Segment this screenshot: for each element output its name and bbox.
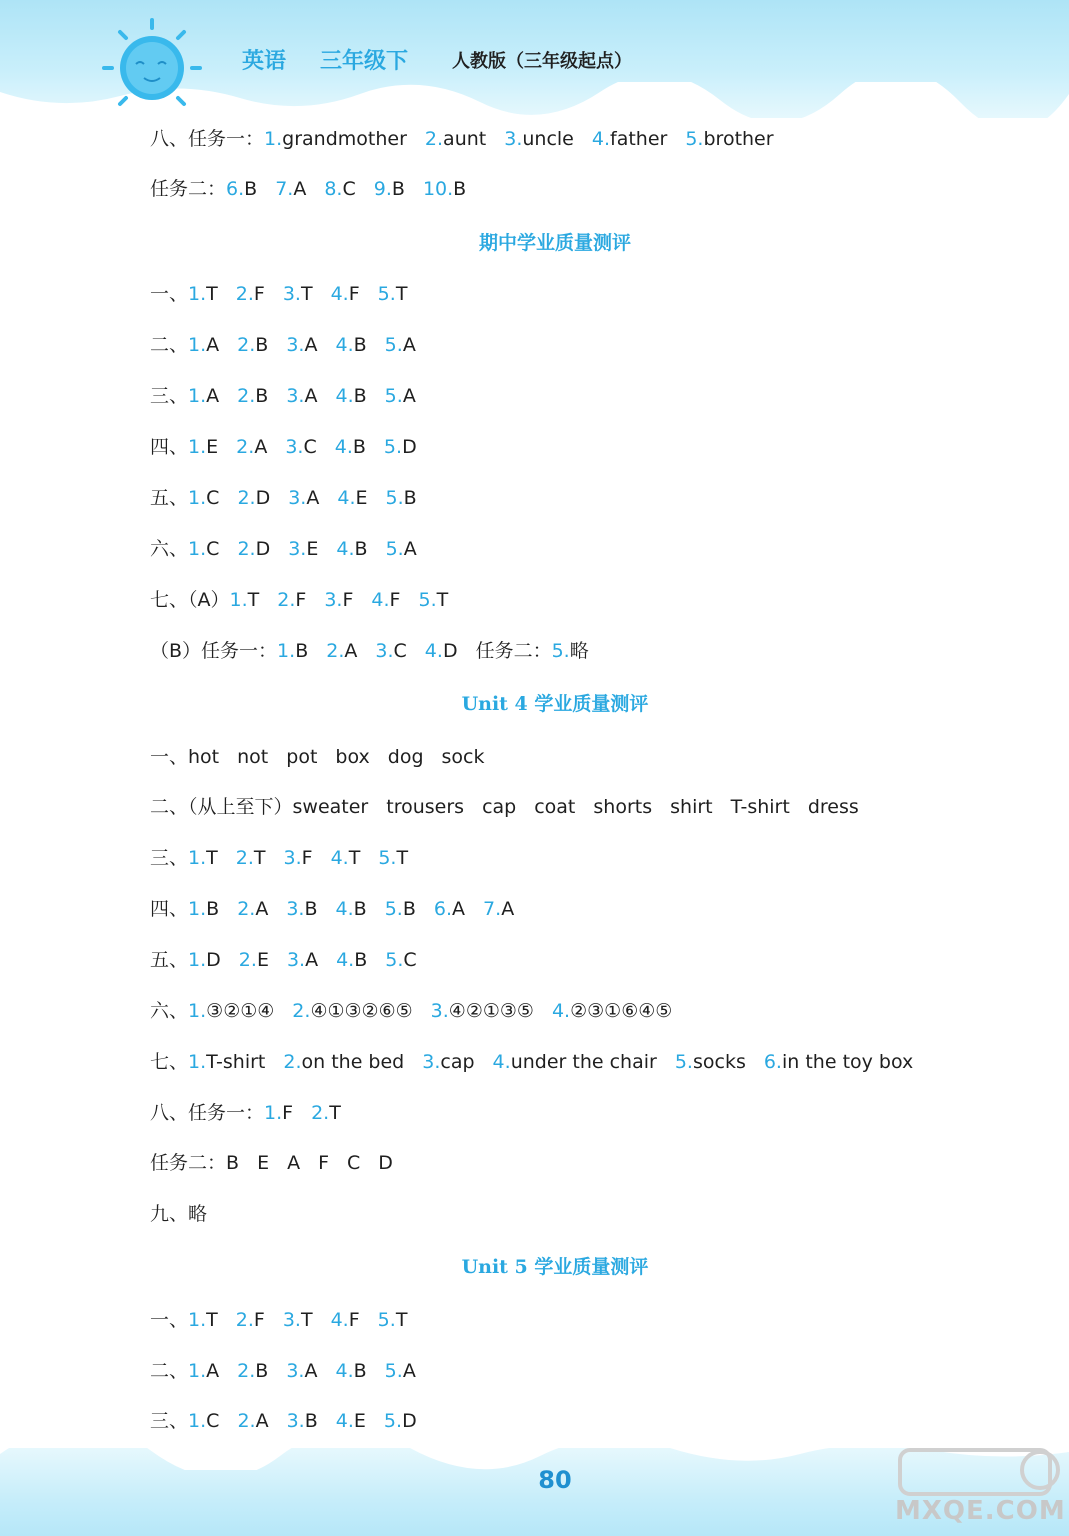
item-answer: T-shirt [730,796,790,818]
page-number: 80 [538,1466,572,1494]
item-answer: T [348,847,361,869]
item-number: 5. [384,1360,403,1382]
item-number: 1. [188,847,207,869]
item-number: 4. [371,589,390,611]
item-number: 4. [424,640,443,662]
item-number: 4. [330,847,349,869]
answer-line [150,585,466,615]
item-number: 10. [422,178,454,200]
item-number: 4. [334,436,353,458]
item-answer: cap [482,796,517,818]
subject-label: 英语 [242,49,287,74]
item-answer: F [348,283,360,305]
item-answer: on the bed [301,1051,405,1073]
question-label: 三、 [150,385,189,407]
item-number: 2. [235,847,254,869]
item-answer: F [389,589,401,611]
item-answer: E [306,538,319,560]
item-number: 2. [283,1051,302,1073]
item-answer: A [255,898,269,920]
item-answer: T [395,283,408,305]
section-title-unit: Unit 4 [461,693,528,715]
item-answer: uncle [522,128,574,150]
item-number: 2. [235,283,254,305]
item-number: 2. [311,1102,330,1124]
section-title-text: 学业质量测评 [534,693,649,715]
item-number: 5. [377,283,396,305]
item-number: 4. [335,1410,354,1432]
answer-line [150,1406,435,1436]
item-answer: shorts [593,796,653,818]
item-number: 2. [237,385,256,407]
item-answer: D [378,1152,393,1174]
item-number: 5. [551,640,570,662]
question-label: 二、 [150,1360,189,1382]
item-answer: T [329,1102,341,1124]
section-title [150,228,960,255]
item-answer: dress [807,796,859,818]
item-number: 7. [275,178,294,200]
item-answer: T [395,1309,408,1331]
question-label: 一、 [150,1309,189,1331]
item-answer: A [344,640,358,662]
item-answer: B [255,1360,269,1382]
item-answer: box [335,746,370,768]
answer-line [150,1199,207,1229]
item-number: 4. [330,283,349,305]
answer-line [150,894,532,924]
item-number: 5. [384,334,403,356]
item-answer: ④②①③⑤ [448,1000,534,1022]
item-answer: A [304,385,318,407]
answer-line [150,1098,359,1128]
item-number: 1. [264,1102,283,1124]
item-answer: B [402,898,416,920]
item-answer: A [305,949,319,971]
page-header [0,0,1069,118]
item-number: 3. [375,640,394,662]
item-answer: A [293,178,307,200]
item-number: 4. [335,334,354,356]
item-answer: D [402,1410,417,1432]
item-answer: A [501,898,515,920]
item-answer: T [206,283,218,305]
item-answer: socks [692,1051,746,1073]
item-answer: coat [534,796,576,818]
item-answer: not [237,746,269,768]
item-number: 3. [286,1360,305,1382]
item-number: 3. [286,385,305,407]
question-label: 四、 [150,898,189,920]
item-answer: aunt [443,128,487,150]
item-number: 3. [282,1309,301,1331]
item-answer: A [402,385,416,407]
item-number: 1. [277,640,296,662]
item-number: 1. [188,1309,207,1331]
item-number: 2. [292,1000,311,1022]
item-number: 5. [685,128,704,150]
item-number: 2. [237,898,256,920]
item-number: 3. [283,847,302,869]
item-answer: cap [440,1051,475,1073]
question-label: 五、 [150,949,189,971]
item-answer: father [610,128,668,150]
item-answer: E [206,436,219,458]
item-answer: A [403,538,417,560]
question-label: 七、 [150,1051,189,1073]
item-number: 1. [188,1360,207,1382]
item-answer: B [354,949,368,971]
answer-line [150,124,792,154]
item-number: 3. [282,283,301,305]
item-answer: sweater [292,796,369,818]
item-answer: C [303,436,317,458]
item-number: 4. [335,898,354,920]
question-label: 四、 [150,436,189,458]
question-label: 七、（A） [150,589,230,611]
item-answer: 略 [569,640,589,662]
item-number: 4. [337,487,356,509]
question-label: 二、 [150,334,189,356]
item-answer: B [354,538,368,560]
section-title-text: 学业质量测评 [534,1256,649,1278]
item-number: 2. [235,1309,254,1331]
item-number: 3. [286,898,305,920]
answer-line [150,432,435,462]
item-number: 5. [385,949,404,971]
answer-line [150,996,690,1026]
item-answer: B [255,385,269,407]
item-answer: A [206,385,220,407]
item-number: 1. [188,1000,207,1022]
item-answer: F [253,283,265,305]
item-answer: T [300,1309,313,1331]
question-label: 任务二： [475,640,552,662]
item-answer: T-shirt [206,1051,266,1073]
item-answer: T [206,847,218,869]
item-answer: B [353,334,367,356]
item-answer: A [287,1152,301,1174]
answer-line [150,636,607,666]
item-number: 1. [229,589,248,611]
item-number: 2. [237,334,256,356]
item-number: 1. [188,436,207,458]
item-number: 5. [385,487,404,509]
item-number: 3. [324,589,343,611]
question-label: 八、任务一： [150,128,265,150]
grade-label: 三年级下 [320,49,409,74]
item-number: 5. [378,847,397,869]
item-answer: D [402,436,417,458]
item-number: 1. [264,128,283,150]
item-number: 1. [188,949,207,971]
item-number: 1. [188,283,207,305]
item-number: 5. [385,538,404,560]
question-label: 九、略 [150,1203,208,1225]
item-answer: C [347,1152,361,1174]
item-answer: F [301,847,313,869]
item-number: 1. [188,1410,207,1432]
answer-line [150,381,434,411]
question-label: 任务二： [150,1152,227,1174]
item-answer: ③②①④ [206,1000,275,1022]
item-answer: B [226,1152,240,1174]
question-label: 三、 [150,1410,189,1432]
item-answer: E [256,949,269,971]
item-number: 1. [188,487,207,509]
item-number: 4. [551,1000,571,1022]
item-number: 2. [237,487,256,509]
item-answer: hot [188,746,220,768]
question-label: 六、 [150,538,189,560]
item-answer: T [253,847,266,869]
item-answer: dog [387,746,424,768]
item-answer: ④①③②⑥⑤ [310,1000,413,1022]
item-answer: under the chair [510,1051,657,1073]
answer-line [150,843,426,873]
item-answer: A [452,898,466,920]
item-answer: in the toy box [781,1051,914,1073]
answer-line [150,483,435,513]
answer-line [150,1047,931,1077]
item-answer: C [342,178,356,200]
item-answer: F [282,1102,294,1124]
item-number: 4. [335,385,354,407]
watermark-text: MXQE.COM [895,1496,1066,1526]
item-number: 3. [504,128,523,150]
item-answer: B [255,334,269,356]
item-answer: A [304,1360,318,1382]
question-label: 一、 [150,283,189,305]
item-number: 2. [326,640,345,662]
item-number: 6. [763,1051,782,1073]
item-number: 3. [288,538,307,560]
item-answer: B [295,640,309,662]
section-title [150,1252,960,1279]
item-answer: T [436,589,449,611]
item-number: 1. [188,385,207,407]
item-answer: F [253,1309,265,1331]
item-number: 1. [188,898,207,920]
item-number: 5. [384,385,403,407]
item-answer: D [206,949,221,971]
item-number: 1. [188,1051,207,1073]
answer-line [150,742,503,772]
item-number: 5. [377,1309,396,1331]
item-answer: D [442,640,458,662]
item-answer: A [206,334,220,356]
item-answer: F [318,1152,330,1174]
item-answer: T [300,283,313,305]
answer-line [150,330,434,360]
item-answer: shirt [670,796,713,818]
item-answer: B [353,385,367,407]
item-number: 3. [286,334,305,356]
item-answer: D [255,487,271,509]
item-answer: ②③①⑥④⑤ [570,1000,673,1022]
item-answer: B [304,1410,318,1432]
item-answer: brother [703,128,774,150]
item-number: 4. [330,1309,349,1331]
answer-line [150,279,425,309]
item-answer: F [295,589,307,611]
item-number: 1. [188,334,207,356]
item-number: 8. [324,178,343,200]
item-answer: T [206,1309,218,1331]
item-number: 2. [424,128,444,150]
item-number: 5. [383,436,403,458]
item-answer: grandmother [282,128,407,150]
item-answer: F [342,589,354,611]
question-label: 五、 [150,487,189,509]
item-number: 4. [336,538,355,560]
item-number: 3. [422,1051,441,1073]
item-answer: B [304,898,318,920]
item-answer: A [206,1360,220,1382]
item-answer: B [453,178,467,200]
sun-icon [100,12,210,112]
item-number: 2. [237,538,256,560]
item-number: 7. [483,898,502,920]
item-answer: B [403,487,417,509]
item-number: 3. [286,949,306,971]
item-answer: T [396,847,409,869]
item-answer: pot [286,746,318,768]
item-number: 2. [237,1360,256,1382]
item-answer: A [304,334,318,356]
answer-line [150,792,877,822]
item-answer: B [352,436,366,458]
item-answer: E [355,487,368,509]
answer-line [150,1148,411,1178]
item-answer: C [403,949,417,971]
item-answer: B [244,178,258,200]
item-answer: C [393,640,407,662]
item-number: 6. [433,898,453,920]
item-number: 2. [238,949,257,971]
answer-line [150,945,435,975]
item-answer: sock [441,746,485,768]
section-title-unit: Unit 5 [461,1256,528,1278]
item-answer: A [254,436,268,458]
item-answer: T [247,589,260,611]
item-number: 2. [277,589,296,611]
item-number: 4. [335,1360,354,1382]
item-number: 3. [430,1000,449,1022]
section-title [150,689,960,716]
item-answer: C [206,1410,220,1432]
answer-line [150,534,435,564]
item-number: 6. [226,178,245,200]
item-number: 5. [674,1051,693,1073]
question-label: 任务二： [150,178,227,200]
item-answer: C [206,538,220,560]
item-answer: B [391,178,405,200]
item-answer: C [206,487,220,509]
item-answer: B [353,1360,367,1382]
edition-label: 人教版（三年级起点） [452,51,632,72]
item-answer: E [257,1152,270,1174]
item-number: 3. [286,1410,305,1432]
question-label: 一、 [150,746,189,768]
item-number: 5. [418,589,437,611]
item-number: 2. [237,1410,256,1432]
item-answer: B [206,898,220,920]
answer-line [150,1356,434,1386]
item-number: 5. [383,1410,403,1432]
item-number: 9. [373,178,392,200]
item-answer: A [402,334,416,356]
question-label: 六、 [150,1000,189,1022]
item-answer: D [255,538,271,560]
item-number: 4. [591,128,611,150]
item-answer: E [353,1410,366,1432]
item-number: 5. [384,898,403,920]
item-answer: A [306,487,320,509]
item-answer: A [255,1410,269,1432]
item-number: 1. [188,538,207,560]
item-number: 3. [288,487,307,509]
item-number: 4. [492,1051,511,1073]
item-number: 2. [236,436,255,458]
item-number: 3. [285,436,304,458]
section-title-text: 期中学业质量测评 [478,232,631,254]
item-answer: A [402,1360,416,1382]
item-answer: trousers [386,796,465,818]
answer-line [150,174,484,204]
item-answer: B [353,898,367,920]
item-answer: F [348,1309,360,1331]
question-label: 三、 [150,847,189,869]
question-label: （B）任务一： [150,640,278,662]
item-number: 4. [336,949,355,971]
question-label: 八、任务一： [150,1102,265,1124]
question-label: 二、（从上至下） [150,796,293,818]
answer-line [150,1305,425,1335]
